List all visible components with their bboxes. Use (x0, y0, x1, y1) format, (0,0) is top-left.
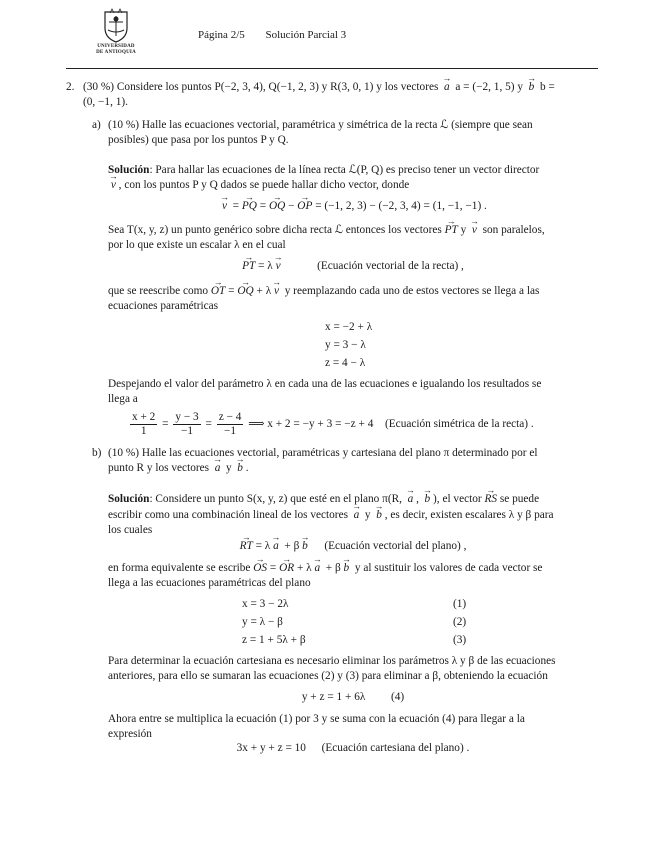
part-b-determinar-line-1: Para determinar la ecuación cartesiana es necesario eliminar los parámetros λ y β de las ecuaciones (108, 655, 556, 667)
eqv-or: → OR (279, 561, 294, 576)
part-b-statement-line-2: punto R y los vectores → a y → b . (108, 461, 249, 476)
line-vector-equation-label: (Ecuación vectorial de la recta) , (317, 260, 464, 272)
problem-number: 2. (66, 81, 75, 93)
solution-text-2: , con los puntos P y Q dados se puede hallar dicho vector, donde (118, 179, 410, 191)
problem-statement-line-1 (83, 80, 599, 95)
logo-text-line-2: DE ANTIOQUIA (96, 49, 136, 55)
solution-label-b: Solución (108, 493, 150, 505)
eq-pq: → PQ (242, 199, 257, 214)
vector-b-symbol: → b (526, 80, 537, 95)
solution-b-text: : Considere un punto S(x, y, z) que esté en el plano π(R, (149, 493, 402, 505)
pe-b: → b (299, 539, 310, 554)
plane-vector-equation-label: (Ecuación vectorial del plano) , (324, 540, 467, 552)
plane-vector-equation: → RT = λ→ a + β→ b (Ecuación vectorial del plano) , (108, 539, 598, 554)
university-seal-icon (101, 8, 131, 44)
solution-b-text-3: se puede (499, 493, 540, 505)
solution-b-text-4: escribir como una combinación lineal de los vectores (108, 509, 348, 521)
problem-weight: (30 %) (83, 81, 115, 93)
part-a-solution-line-2 (108, 178, 409, 193)
page-header (198, 28, 364, 43)
vector-b-definition (526, 81, 555, 93)
sym-frac-z (217, 411, 244, 438)
part-a-sea-line-2: por lo que existe un escalar λ en el cual (108, 239, 286, 251)
part-b-statement-text: Halle las ecuaciones vectorial, paramétricas y cartesiana del plano π determinado por el (141, 447, 538, 459)
part-b-solution-line-1: Solución: Considere un punto S(x, y, z) que esté en el plano π(R, → a , → b ), el vector → RS se puede (108, 492, 539, 507)
plane-param-y: y = λ − β (242, 616, 283, 628)
cartesian-label: (Ecuación cartesiana del plano) . (321, 742, 470, 754)
param-eq-y: y = 3 − λ (325, 339, 366, 351)
rewrite-text: que se reescribe como (108, 285, 209, 297)
sym-num-y: y − 3 (175, 411, 199, 423)
director-vector-value: = (−1, 2, 3) − (−2, 3, 4) = (1, −1, −1) . (315, 200, 487, 212)
part-b-label: b) (92, 447, 102, 459)
cartesian-equation (108, 741, 598, 756)
director-vector-equation: → v = → PQ = → OQ − → OP = (−1, 2, 3) − (−2, 3, 4) = (1, −1, −1) . (108, 199, 598, 214)
equiv-text-2: y al sustituir los valores de cada vector se (354, 562, 543, 574)
sym-label: (Ecuación simétrica de la recta) . (385, 418, 534, 431)
part-b-statement-text-2: punto R y los vectores (108, 462, 210, 474)
document-title: Solución Parcial 3 (265, 29, 347, 41)
eq-oq: → OQ (269, 199, 285, 214)
eq-v-2: → v (273, 259, 284, 274)
part-a-sea-line-1: Sea T(x, y, z) un punto genérico sobre dicha recta ℒ entonces los vectores → PT y → v son paralelos, (108, 223, 545, 238)
part-a-despejando-line-1: Despejando el valor del parámetro λ en cada una de las ecuaciones e igualando los resultados se (108, 378, 542, 390)
eq4-tag: (4) (390, 691, 405, 703)
part-a-label: a) (92, 119, 101, 131)
sb-a2: → a (351, 508, 362, 523)
vector-v-symbol-2: → v (469, 223, 480, 238)
sym-num-x: x + 2 (132, 411, 156, 423)
sb-b: → b (422, 492, 433, 507)
eq-pt: → PT (242, 259, 255, 274)
solution-text: : Para hallar las ecuaciones de la línea recta ℒ(P, Q) es preciso tener un vector director (149, 164, 540, 176)
plane-param-z: z = 1 + 5λ + β (242, 634, 306, 646)
plane-param-x: x = 3 − 2λ (242, 598, 289, 610)
eqv-b: → b (341, 561, 352, 576)
sb-rs: → RS (484, 492, 497, 507)
problem-statement-text: Considere los puntos P(−2, 3, 4), Q(−1, 2, 3) y R(3, 0, 1) y los vectores (116, 81, 439, 93)
problem-statement-line-2: (0, −1, 1). (83, 96, 128, 108)
sea-text: Sea T(x, y, z) un punto genérico sobre dicha recta ℒ entonces los vectores (108, 224, 442, 236)
part-b-ahora-line-1: Ahora entre se multiplica la ecuación (1) por 3 y se suma con la ecuación (4) para llegar a la (108, 713, 525, 725)
logo-text-line-1: UNIVERSIDAD (97, 44, 135, 49)
vector-a-value: a = (−2, 1, 5) y (455, 81, 523, 93)
part-a-rewrite-line-1: que se reescribe como → OT = → OQ + λ→ v y reemplazando cada uno de estos vectores se llega a las (108, 284, 539, 299)
solution-b-text-2: ), el vector (433, 493, 482, 505)
rw-ot: → OT (211, 284, 225, 299)
part-a-statement-line-2: posibles) que pasa por los puntos P y Q. (108, 134, 289, 146)
university-logo (93, 8, 139, 66)
part-b-statement-line-1 (108, 446, 537, 461)
part-b-equiv-line-1: en forma equivalente se escribe → OS = → OR + λ→ a + β→ b y al sustituir los valores de cada vector se (108, 561, 542, 576)
pb-a: → a (212, 461, 223, 476)
plane-param-tag-3: (3) (453, 634, 467, 646)
cartesian-expression: 3x + y + z = 10 (236, 742, 306, 754)
vector-b-equals: b = (539, 81, 555, 93)
sym-frac-x (130, 411, 157, 438)
rewrite-text-2: y reemplazando cada uno de estos vectores se llega a las (284, 285, 540, 297)
plane-param-tag-2: (2) (453, 616, 467, 628)
part-b-weight: (10 %) (108, 447, 140, 459)
vector-v-symbol: → v (108, 178, 119, 193)
eqv-a: → a (312, 561, 323, 576)
param-eq-z: z = 4 − λ (325, 357, 366, 369)
rw-v: → v (271, 284, 282, 299)
part-b-equiv-line-2: llega a las ecuaciones paramétricas del plano (108, 577, 311, 589)
part-a-despejando-line-2: llega a (108, 393, 138, 405)
pe-a: → a (270, 539, 281, 554)
sym-den-y: −1 (181, 425, 194, 437)
rw-oq: → OQ (237, 284, 253, 299)
solution-label: Solución (108, 164, 150, 176)
eq-v: → v (219, 199, 230, 214)
part-b-ahora-line-2: expresión (108, 728, 152, 740)
vector-a-definition (441, 81, 523, 93)
param-eq-x: x = −2 + λ (325, 321, 373, 333)
sea-text-2: son paralelos, (482, 224, 545, 236)
vector-pt-symbol: → PT (445, 223, 458, 238)
part-b-determinar-line-2: anteriores, para ello se sumaran las ecuaciones (2) y (3) para eliminar a β, obteniendo la ecuación (108, 670, 548, 682)
eqv-os: → OS (253, 561, 267, 576)
solution-b-text-5: , es decir, existen escalares λ y β para (384, 509, 554, 521)
pe-rt: → RT (240, 539, 253, 554)
sym-den-z: −1 (224, 425, 237, 437)
plane-param-tag-1: (1) (453, 598, 467, 610)
part-b-solution-line-3: los cuales (108, 524, 153, 536)
part-a-statement-line-1 (108, 118, 533, 133)
pb-b: → b (234, 461, 245, 476)
vector-a-symbol: → a (441, 80, 452, 95)
sb-b2: → b (373, 508, 384, 523)
eq4-expression: y + z = 1 + 6λ (301, 691, 366, 703)
page-number: Página 2/5 (198, 29, 245, 41)
sym-num-z: z − 4 (218, 411, 242, 423)
eq-op: → OP (297, 199, 312, 214)
part-a-statement-text: Halle las ecuaciones vectorial, paramétrica y simétrica de la recta ℒ (siempre que sean (141, 119, 533, 131)
sym-rest: ⟹ x + 2 = −y + 3 = −z + 4 (248, 418, 374, 431)
header-rule (66, 68, 598, 69)
sym-frac-y (173, 411, 200, 438)
part-a-solution-line-1 (108, 163, 539, 178)
sb-a: → a (405, 492, 416, 507)
part-a-rewrite-line-2: ecuaciones paramétricas (108, 300, 219, 312)
part-b-solution-line-2: escribir como una combinación lineal de los vectores → a y → b , es decir, existen escalares λ y β para (108, 508, 554, 523)
equiv-text: en forma equivalente se escribe (108, 562, 251, 574)
equation-4 (108, 690, 598, 705)
part-a-weight: (10 %) (108, 119, 140, 131)
symmetric-equation: $\frac{x + 2}{1}$ = $\frac{y - 3}{-1}$ = $\frac{z - 4}{-1}$ ⟹ x + 2 = −y + 3 = −z + 4 (Ecuación simétrica de la recta) . (132, 411, 534, 437)
sym-den-x: 1 (140, 425, 147, 437)
line-vector-equation: → PT = λ→ v (Ecuación vectorial de la recta) , (108, 259, 598, 274)
